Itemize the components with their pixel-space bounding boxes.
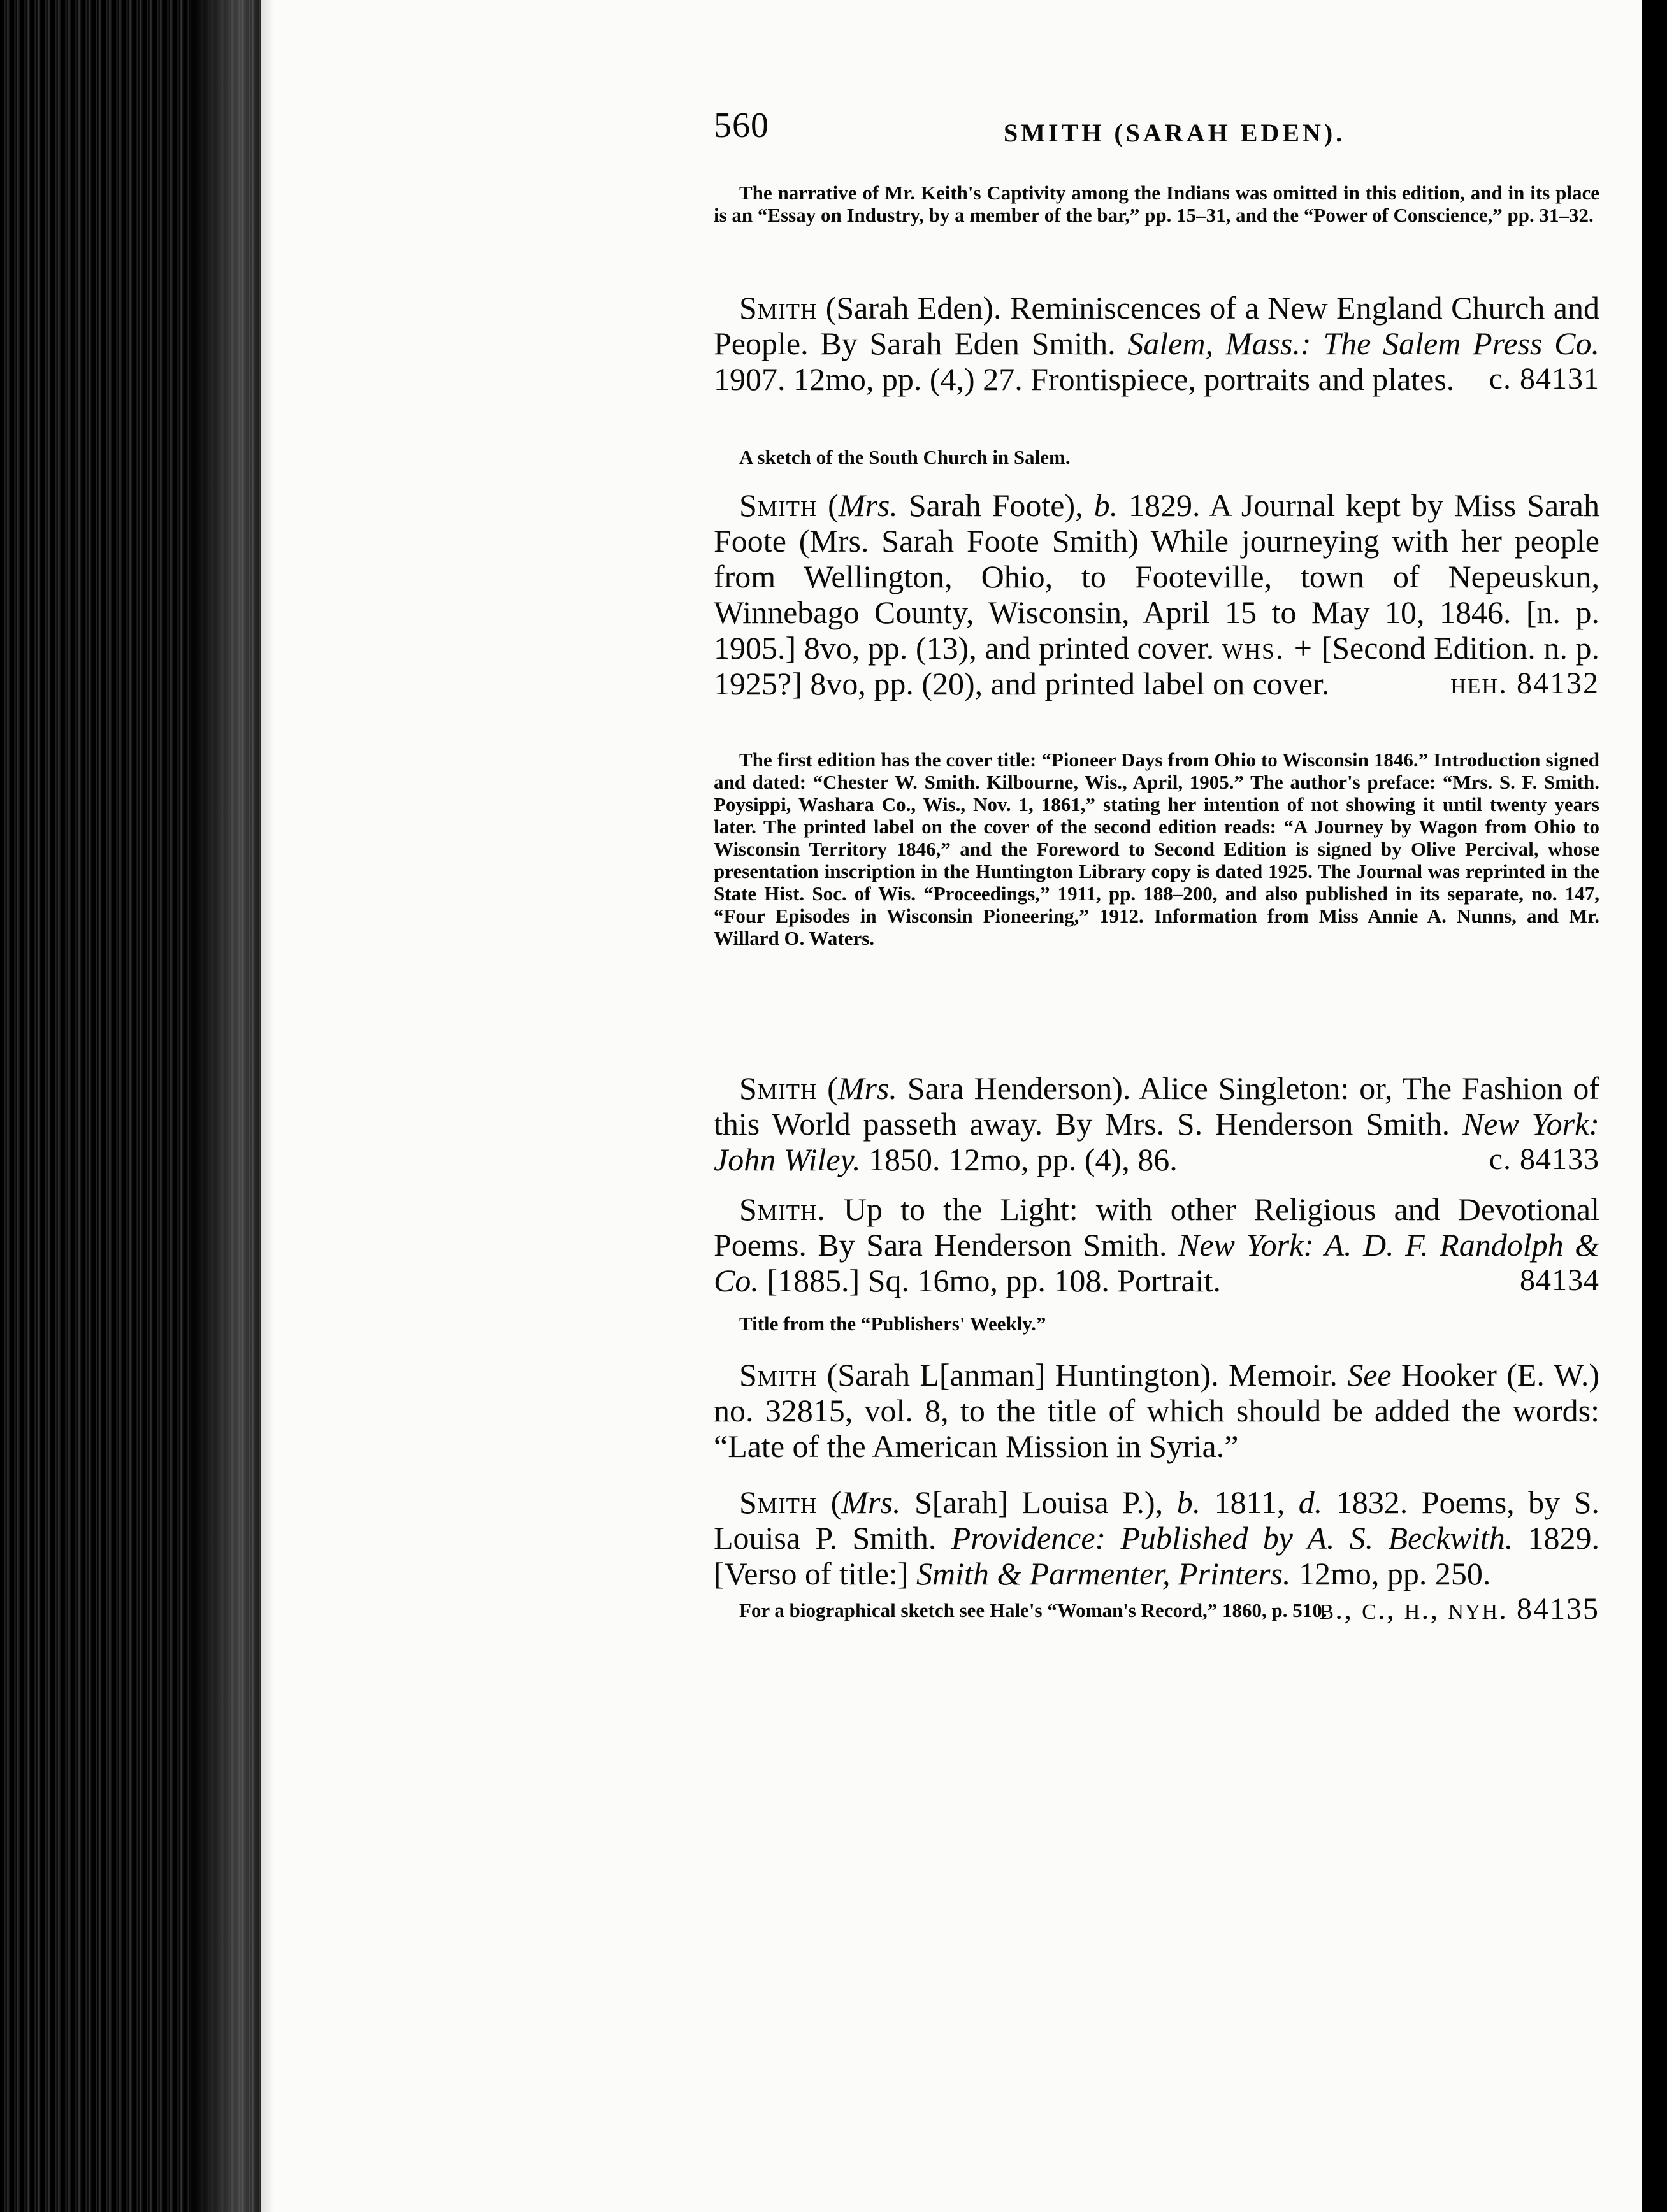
entry-head: Smith [739,1357,818,1393]
entry-see: See [1347,1357,1392,1393]
entry-84131 [714,290,1599,397]
entry-text: ( [817,487,839,523]
entry-head: Smith. [739,1191,826,1227]
note-keith-captivity: The narrative of Mr. Keith's Captivity among the Indians was omitted in this edition, and in its place is an “Essay on Industry, by a member of the bar,” pp. 15–31, and the “Power of Conscience,” pp. 31–32. [714,182,1599,226]
entry-imprint: New York: A. D. F. Randolph & Co. [714,1227,1599,1298]
entry-text: 1832. Poems, by S. Louisa P. Smith. [714,1484,1599,1556]
entry-born-abbrev: b. [1176,1484,1201,1520]
entry-84134 [714,1191,1599,1298]
entry-text: 1829. A Journal kept by Miss Sarah Foote (Mrs. Sarah Foote Smith) While journeying with her people from Wellington, Ohio, to Footeville, town of Nepeuskun, Winnebago County, Wisconsin, April 15 to May 10, 1846. [n. p. 1905.] 8vo, pp. (13), and printed cover. [714,487,1599,666]
entry-imprint: Salem, Mass.: The Salem Press Co. [1127,326,1599,361]
entry-text: (Sarah Eden). Reminiscences of a New England Church and People. By Sarah Eden Smith. [714,290,1599,361]
entry-ref-number: heh. 84132 [1450,666,1599,700]
running-head: SMITH (SARAH EDEN). [1004,118,1346,147]
entry-imprint: New York: John Wiley. [714,1106,1599,1177]
entry-head: Smith [739,487,818,523]
entry-text: [Second Edition. n. p. 1925?] 8vo, pp. (20), and printed label on cover. [714,630,1599,701]
entry-text: 1850. 12mo, pp. (4), 86. [860,1142,1178,1177]
entry-imprint: Providence: Published by A. S. Beckwith. [951,1520,1513,1556]
entry-ref-number: c. 84133 [1489,1142,1599,1176]
page-shadow [191,0,274,2212]
entry-died-abbrev: d. [1298,1484,1323,1520]
entry-ref-number: c. 84131 [1489,362,1599,396]
entry-text: S[arah] Louisa P.), [900,1484,1177,1520]
entry-text: Sarah Foote), [897,487,1094,523]
entry-head: Smith [739,290,818,326]
entry-text: 1907. 12mo, pp. (4,) 27. Frontispiece, portraits and plates. [714,361,1455,397]
note-hale-sketch: For a biographical sketch see Hale's “Woman's Record,” 1860, p. 510. [739,1599,1327,1621]
entry-head: Smith [739,1070,818,1106]
page-number: 560 [714,106,769,145]
entry-location-whs: whs. + [1222,630,1313,666]
entry-text: Up to the Light: with other Religious and Devotional Poems. By Sara Henderson Smith. [714,1191,1599,1263]
note-south-church: A sketch of the South Church in Salem. [739,446,1071,468]
entry-born-abbrev: b. [1093,487,1118,523]
entry-ref-number: b., c., h., nyh. 84135 [1319,1592,1599,1626]
entry-head: Smith [739,1484,818,1520]
entry-84132 [714,487,1599,701]
note-foote-editions: The first edition has the cover title: “Pioneer Days from Ohio to Wisconsin 1846.” Introduction signed and dated: “Chester W. Smith. Kilbourne, Wis., April, 1905.” The author's preface: “Mrs. S. F. Smith. Poysippi, Washara Co., Wis., Nov. 1, 1861,” stating her intention of not showing it until twenty years later. The printed label on the cover of the second edition reads: “A Journey by Wagon from Ohio to Wisconsin Territory 1846,” and the Foreword to Second Edition is signed by Olive Percival, whose presentation inscription in the Huntington Library copy is dated 1925. The Journal was reprinted in the State Hist. Soc. of Wis. “Proceedings,” 1911, pp. 188–200, and also published in its separate, no. 147, “Four Episodes in Wisconsin Pioneering,” 1912. Information from Miss Annie A. Nunns, and Mr. Willard O. Waters. [714,749,1599,949]
entry-printer: Smith & Parmenter, Printers. [916,1556,1291,1591]
page-header [714,105,1542,162]
entry-text: 1829. [Verso of title:] [714,1520,1599,1591]
entry-ref-number: 84134 [1520,1263,1599,1297]
entry-text: ( [817,1070,838,1106]
entry-text: ( [817,1484,842,1520]
entry-text: (Sarah L[anman] Huntington). Memoir. [817,1357,1348,1393]
entry-text: Hooker (E. W.) no. 32815, vol. 8, to the title of which should be added the words: “Late of the American Mission in Syria.” [714,1357,1600,1464]
entry-title-mrs: Mrs. [841,1484,901,1520]
entry-title-mrs: Mrs. [838,487,898,523]
right-border [1642,0,1667,2212]
note-publishers-weekly: Title from the “Publishers' Weekly.” [739,1312,1046,1335]
entry-text: [1885.] Sq. 16mo, pp. 108. Portrait. [758,1263,1221,1298]
entry-text: 12mo, pp. 250. [1290,1556,1491,1591]
entry-84133 [714,1070,1599,1177]
entry-title-mrs: Mrs. [837,1070,897,1106]
entry-hooker-reference [714,1357,1599,1464]
entry-text: 1811, [1201,1484,1299,1520]
entry-text: Sara Henderson). Alice Singleton: or, The Fashion of this World passeth away. By Mrs. S. Henderson Smith. [714,1070,1599,1142]
